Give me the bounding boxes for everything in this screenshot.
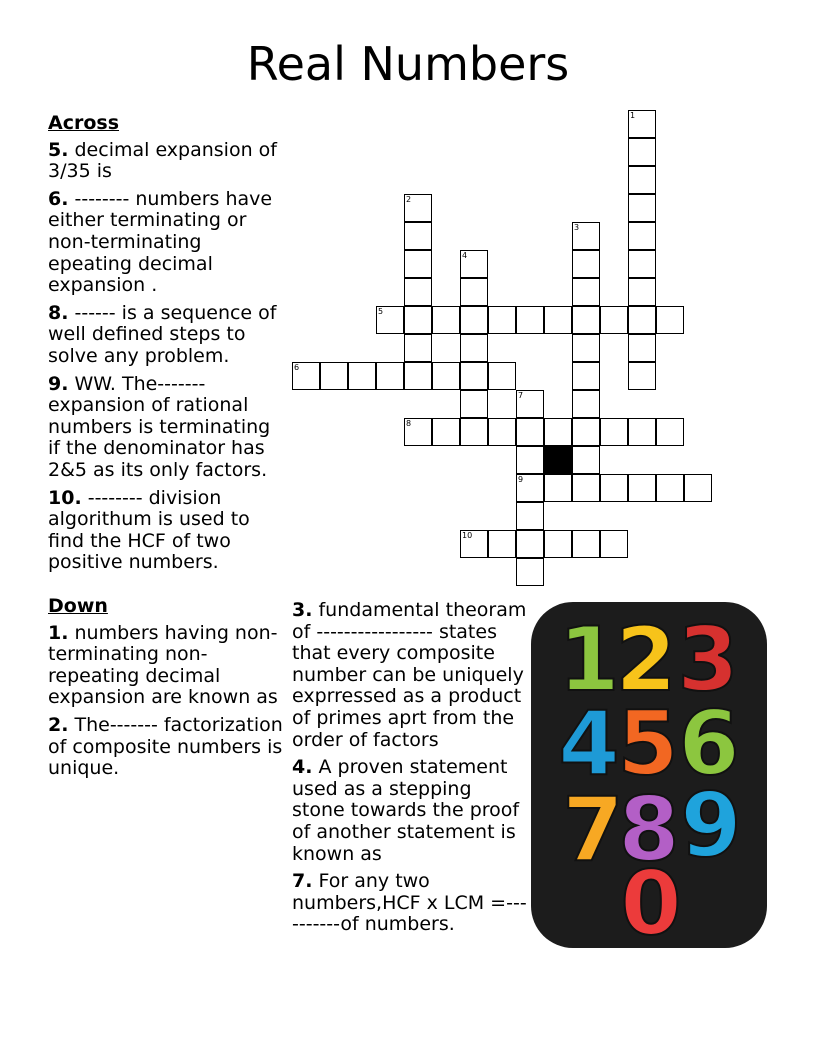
numbers-artwork	[531, 602, 767, 948]
grid-cell[interactable]	[544, 306, 572, 334]
clue-across-10	[48, 488, 284, 574]
grid-cell[interactable]	[432, 418, 460, 446]
clue-across-9	[48, 374, 284, 482]
grid-cell[interactable]	[628, 362, 656, 390]
clue-text: -------- numbers have either terminating or non-terminating epeating decimal expansion .	[48, 187, 273, 297]
clue-number: 4.	[292, 756, 313, 779]
grid-cell[interactable]	[516, 418, 544, 446]
grid-cell[interactable]	[572, 446, 600, 474]
grid-cell[interactable]	[292, 362, 320, 390]
grid-cell[interactable]	[572, 390, 600, 418]
grid-cell[interactable]	[572, 334, 600, 362]
grid-cell[interactable]	[628, 194, 656, 222]
grid-cell[interactable]	[460, 306, 488, 334]
grid-cell[interactable]	[376, 306, 404, 334]
grid-cell[interactable]	[684, 474, 712, 502]
grid-cell[interactable]	[488, 530, 516, 558]
grid-cell[interactable]	[572, 418, 600, 446]
clue-number: 8.	[48, 301, 69, 324]
grid-cell[interactable]	[572, 278, 600, 306]
grid-cell[interactable]	[404, 222, 432, 250]
cell-number: 3	[574, 223, 580, 232]
cell-number: 9	[518, 475, 524, 484]
clue-number: 6.	[48, 187, 69, 210]
grid-cell[interactable]	[572, 222, 600, 250]
clue-number: 1.	[48, 621, 69, 644]
grid-cell[interactable]	[656, 418, 684, 446]
clue-text: For any two numbers,HCF x LCM =----------of numbers.	[292, 870, 527, 936]
grid-cell[interactable]	[572, 530, 600, 558]
grid-cell[interactable]	[488, 306, 516, 334]
clue-across-8	[48, 303, 284, 368]
colorful-numbers-illustration	[531, 602, 767, 948]
cell-number: 5	[378, 307, 384, 316]
clue-across-5	[48, 140, 284, 183]
grid-cell[interactable]	[488, 418, 516, 446]
grid-cell[interactable]	[404, 306, 432, 334]
grid-cell[interactable]	[488, 362, 516, 390]
digit-1-graphic: 1	[558, 608, 620, 711]
down-clues	[48, 596, 284, 786]
grid-cell[interactable]	[544, 474, 572, 502]
clue-text: ------ is a sequence of well defined steps to solve any problem.	[48, 301, 277, 367]
grid-cell[interactable]	[544, 418, 572, 446]
grid-cell[interactable]	[544, 530, 572, 558]
down-clues-continued	[292, 600, 528, 942]
clue-text: The------- factorization of composite numbers is unique.	[48, 713, 283, 780]
grid-cell[interactable]	[460, 390, 488, 418]
grid-cell[interactable]	[628, 222, 656, 250]
grid-cell[interactable]	[628, 334, 656, 362]
clue-down-1	[48, 623, 284, 709]
digit-7-graphic: 7	[562, 778, 624, 881]
grid-cell[interactable]	[628, 418, 656, 446]
grid-cell[interactable]	[432, 362, 460, 390]
grid-cell[interactable]	[348, 362, 376, 390]
grid-cell[interactable]	[460, 334, 488, 362]
cell-number: 8	[406, 419, 412, 428]
cell-number: 6	[294, 363, 300, 372]
clue-text: numbers having non-terminating non-repeating decimal expansion are known as	[48, 621, 278, 709]
grid-cell[interactable]	[516, 558, 544, 586]
grid-cell[interactable]	[404, 250, 432, 278]
across-clues	[48, 113, 284, 580]
grid-cell[interactable]	[600, 474, 628, 502]
grid-cell[interactable]	[516, 306, 544, 334]
grid-cell[interactable]	[516, 530, 544, 558]
grid-cell[interactable]	[628, 250, 656, 278]
clue-across-6	[48, 189, 284, 297]
grid-cell[interactable]	[628, 278, 656, 306]
grid-cell[interactable]	[656, 306, 684, 334]
clue-text: fundamental theoram of ----------------- states that every composite number can be uniquely exprressed as a product of primes aprt from the order of factors	[292, 599, 527, 751]
grid-cell[interactable]	[460, 278, 488, 306]
clue-text: WW. The-------expansion of rational numbers is terminating if the denominator has 2&5 as its only factors.	[48, 372, 271, 481]
down-heading: Down	[48, 595, 108, 617]
digit-8-graphic: 8	[618, 778, 680, 881]
clue-number: 2.	[48, 713, 69, 736]
clue-number: 9.	[48, 372, 69, 395]
clue-down-3	[292, 600, 528, 751]
grid-cell[interactable]	[432, 306, 460, 334]
grid-cell[interactable]	[516, 502, 544, 530]
grid-cell[interactable]	[628, 306, 656, 334]
grid-cell[interactable]	[460, 418, 488, 446]
grid-cell[interactable]	[460, 362, 488, 390]
cell-number: 4	[462, 251, 468, 260]
grid-cell[interactable]	[516, 446, 544, 474]
clue-down-4	[292, 757, 528, 865]
grid-cell[interactable]	[320, 362, 348, 390]
across-heading: Across	[48, 112, 120, 134]
grid-cell[interactable]	[460, 250, 488, 278]
grid-cell[interactable]	[572, 250, 600, 278]
grid-cell[interactable]	[404, 278, 432, 306]
grid-cell[interactable]	[628, 474, 656, 502]
clue-text: A proven statement used as a stepping stone towards the proof of another statement is known as	[292, 756, 520, 865]
grid-cell[interactable]	[460, 530, 488, 558]
digit-6-graphic: 6	[678, 692, 740, 795]
black-cell	[544, 446, 572, 474]
clue-number: 7.	[292, 870, 313, 893]
digit-4-graphic: 4	[558, 692, 620, 795]
grid-cell[interactable]	[600, 306, 628, 334]
grid-cell[interactable]	[516, 474, 544, 502]
clue-text: decimal expansion of 3/35 is	[48, 138, 277, 183]
cell-number: 1	[630, 111, 636, 120]
clue-text: -------- division algorithum is used to find the HCF of two positive numbers.	[48, 486, 250, 574]
grid-cell[interactable]	[572, 474, 600, 502]
grid-cell[interactable]	[628, 138, 656, 166]
grid-cell[interactable]	[404, 362, 432, 390]
grid-cell[interactable]	[656, 474, 684, 502]
clue-number: 3.	[292, 599, 313, 621]
grid-cell[interactable]	[628, 110, 656, 138]
clue-down-7	[292, 871, 528, 936]
grid-cell[interactable]	[572, 362, 600, 390]
digit-0-graphic: 0	[620, 852, 682, 948]
digit-3-graphic: 3	[677, 608, 739, 711]
grid-cell[interactable]	[376, 362, 404, 390]
clue-number: 10.	[48, 486, 82, 509]
digit-2-graphic: 2	[615, 608, 677, 711]
grid-cell[interactable]	[404, 194, 432, 222]
grid-cell[interactable]	[516, 390, 544, 418]
grid-cell[interactable]	[572, 306, 600, 334]
digit-9-graphic: 9	[680, 774, 742, 877]
cell-number: 7	[518, 391, 524, 400]
clue-number: 5.	[48, 138, 69, 161]
cell-number: 10	[462, 531, 473, 540]
grid-cell[interactable]	[404, 334, 432, 362]
grid-cell[interactable]	[404, 418, 432, 446]
page-title: Real Numbers	[246, 37, 570, 91]
grid-cell[interactable]	[600, 418, 628, 446]
grid-cell[interactable]	[628, 166, 656, 194]
clue-down-2	[48, 715, 284, 780]
cell-number: 2	[406, 195, 412, 204]
digit-5-graphic: 5	[617, 692, 679, 795]
grid-cell[interactable]	[600, 530, 628, 558]
